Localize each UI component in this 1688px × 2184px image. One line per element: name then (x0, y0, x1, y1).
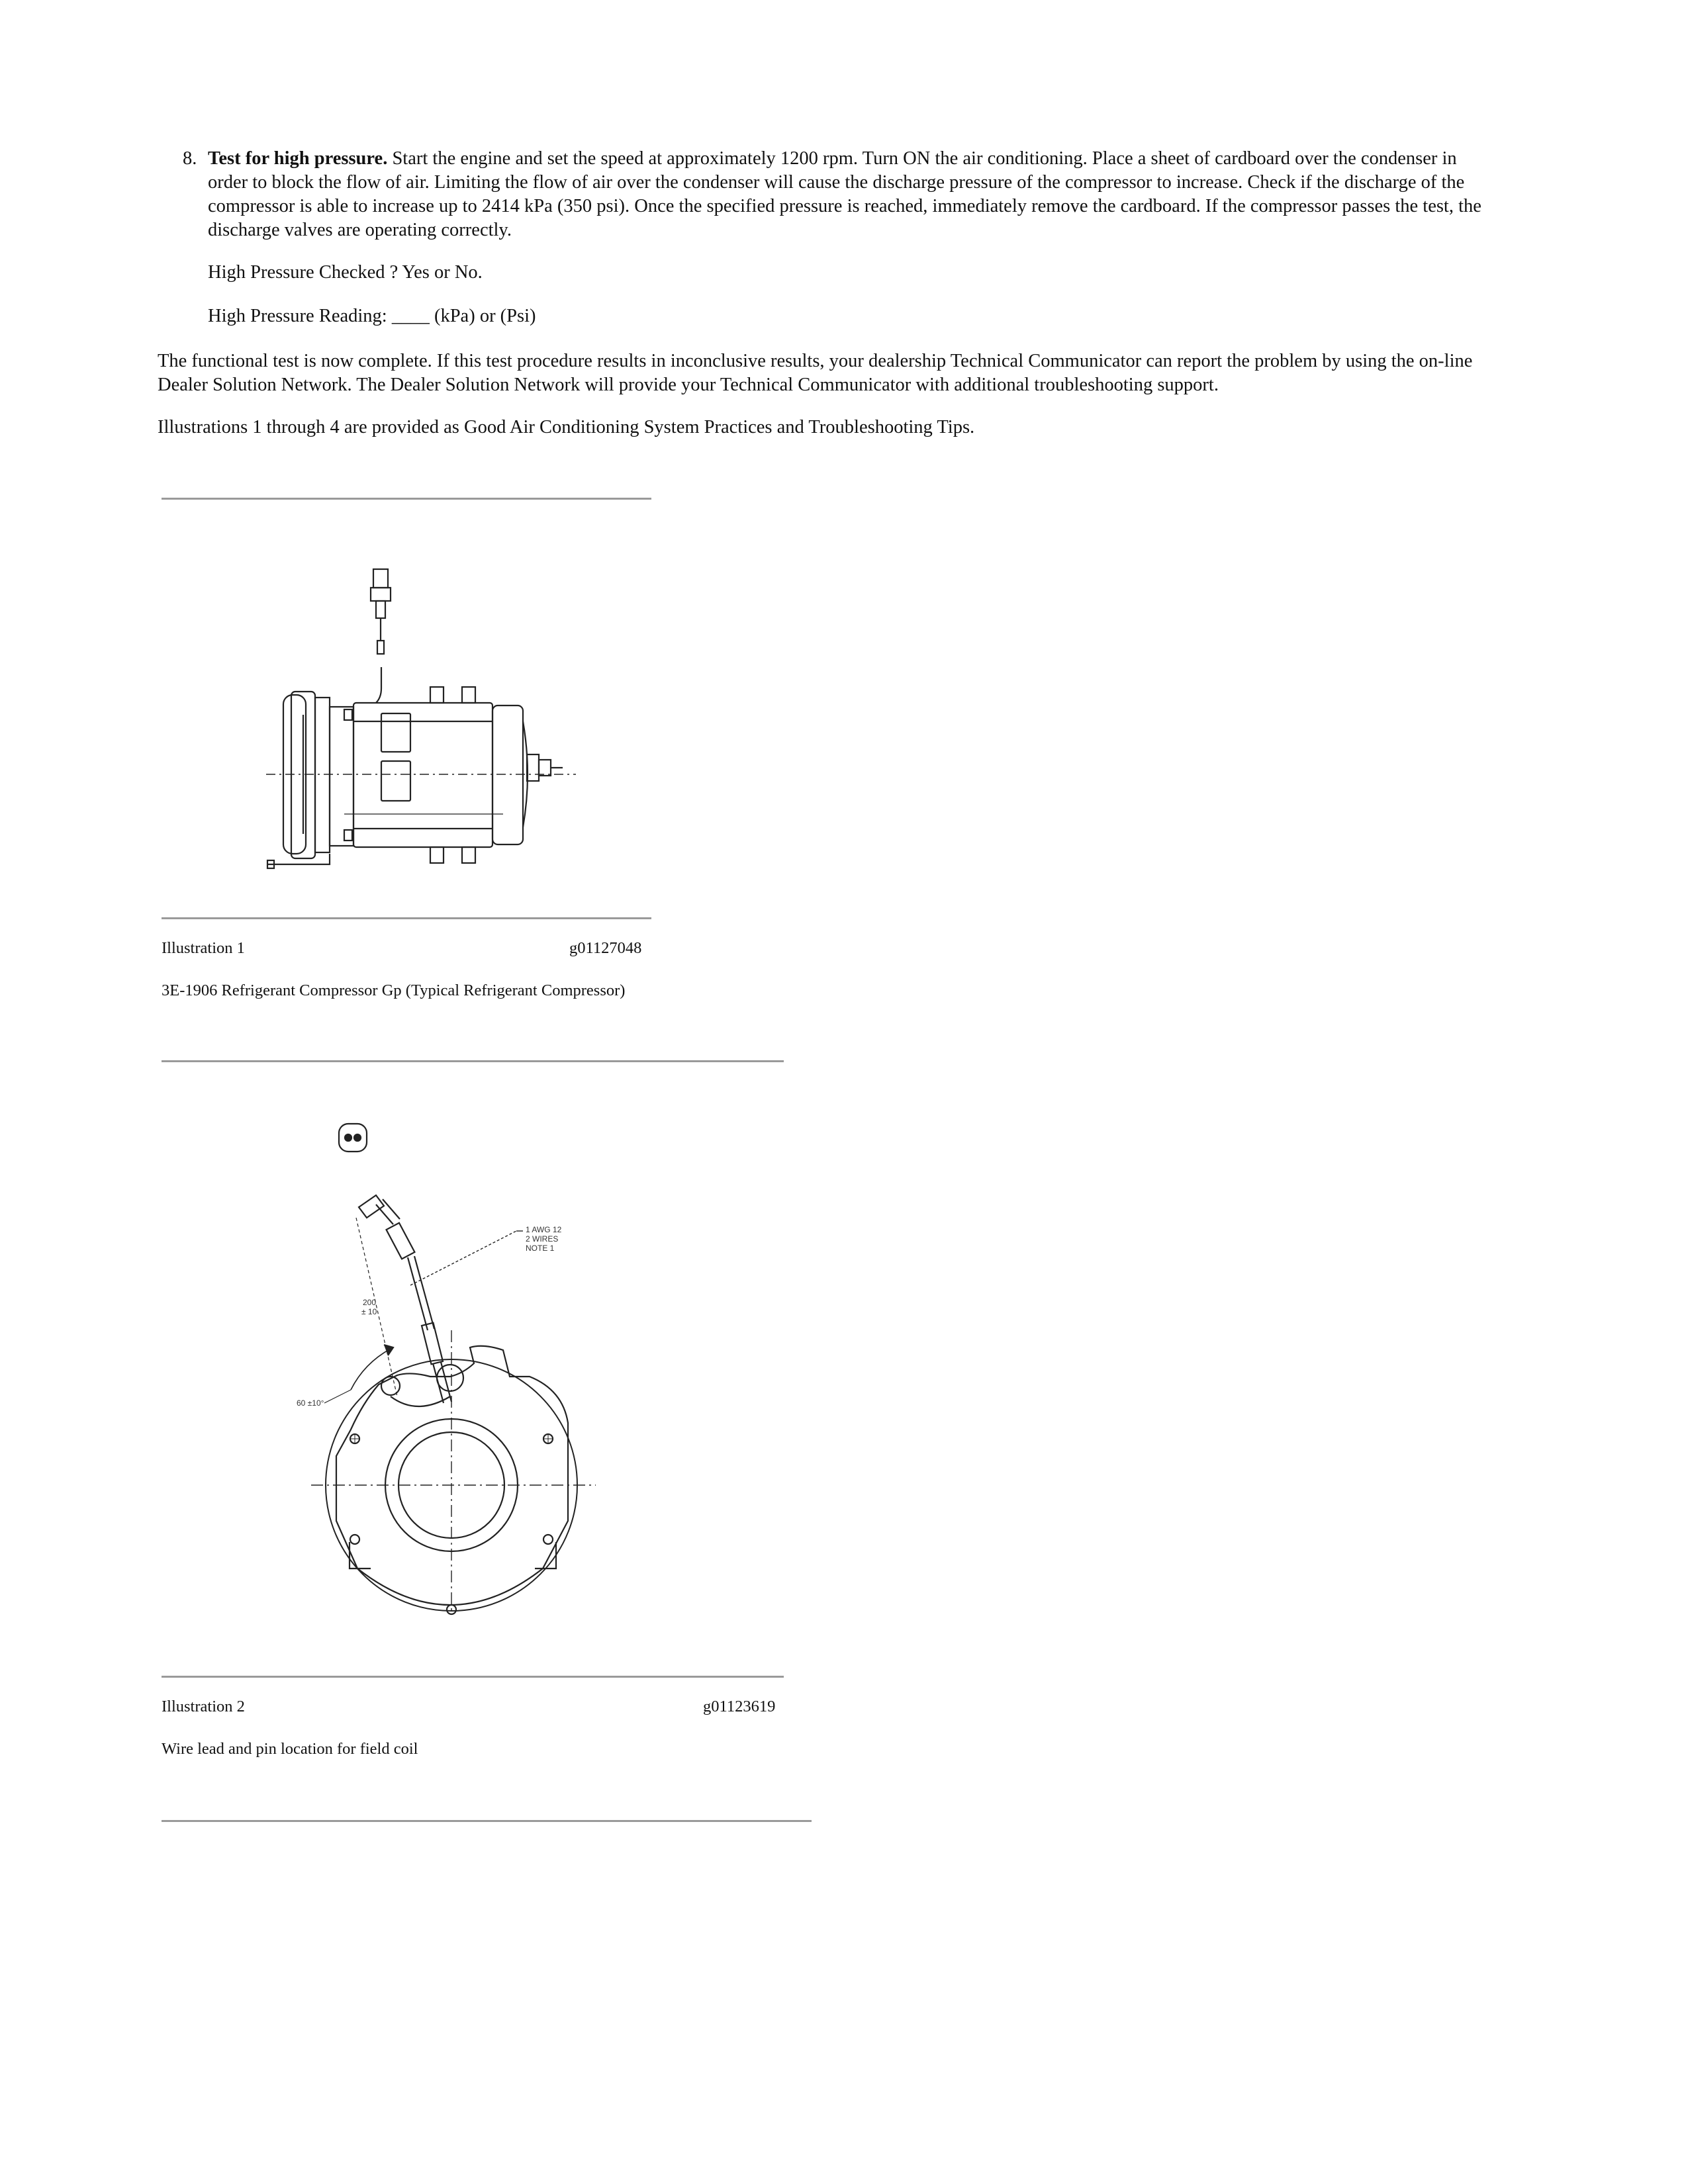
illustrations-note: Illustrations 1 through 4 are provided as Good Air Conditioning System Practices and Troubleshooting Tips. (158, 417, 975, 437)
illustration-1-id: g01127048 (569, 939, 642, 957)
illustration-2-figure (285, 1112, 695, 1635)
illustration-1-top-rule (162, 498, 651, 500)
illustration-1-bottom-rule (162, 917, 651, 919)
callout-wires: 2 WIRES (526, 1234, 559, 1244)
dimension-tolerance: ± 10 (361, 1307, 377, 1316)
illustration-2-bottom-rule (162, 1676, 784, 1678)
callout-awg: 1 AWG 12 (526, 1225, 562, 1234)
step-8 (183, 147, 1500, 242)
step-text: Start the engine and set the speed at approximately 1200 rpm. Turn ON the air conditioning. Place a sheet of cardboard over the condenser in order to block the flow of air. Limiting the flow of air over the condenser will cause the discharge pressure of the compressor to increase. Check if the discharge of the compressor is able to increase up to 2414 kPa (350 psi). Once the specified pressure is reached, immediately remove the cardboard. If the compressor passes the test, the discharge valves are operating correctly. (208, 148, 1481, 240)
illustration-2-top-rule (162, 1060, 784, 1062)
field-coil-drawing (285, 1112, 695, 1635)
high-pressure-checked: High Pressure Checked ? Yes or No. (208, 262, 483, 283)
illustration-1-figure (265, 556, 609, 900)
high-pressure-reading: High Pressure Reading: ____ (kPa) or (Psi) (208, 306, 536, 326)
angle-label: 60 ±10° (297, 1398, 324, 1408)
illustration-2-caption: Wire lead and pin location for field coil (162, 1740, 418, 1758)
illustration-1-label: Illustration 1 (162, 939, 245, 957)
step-heading: Test for high pressure. (208, 148, 388, 169)
functional-test-paragraph: The functional test is now complete. If this test procedure results in inconclusive results, your dealership Technical Communicator can report the problem by using the on-line Dealer Solution Network. The Dealer Solution Network will provide your Technical Communicator with additional troubleshooting support. (158, 351, 1473, 395)
dimension-length: 200 (363, 1298, 377, 1307)
step-body (208, 147, 1500, 242)
illustration-3-top-rule (162, 1820, 812, 1822)
illustration-2-id: g01123619 (703, 1698, 776, 1715)
illustration-2-label: Illustration 2 (162, 1698, 245, 1715)
step-number: 8. (183, 148, 197, 169)
compressor-drawing (265, 556, 609, 900)
callout-note: NOTE 1 (526, 1244, 555, 1253)
illustration-1-caption: 3E-1906 Refrigerant Compressor Gp (Typical Refrigerant Compressor) (162, 981, 626, 999)
